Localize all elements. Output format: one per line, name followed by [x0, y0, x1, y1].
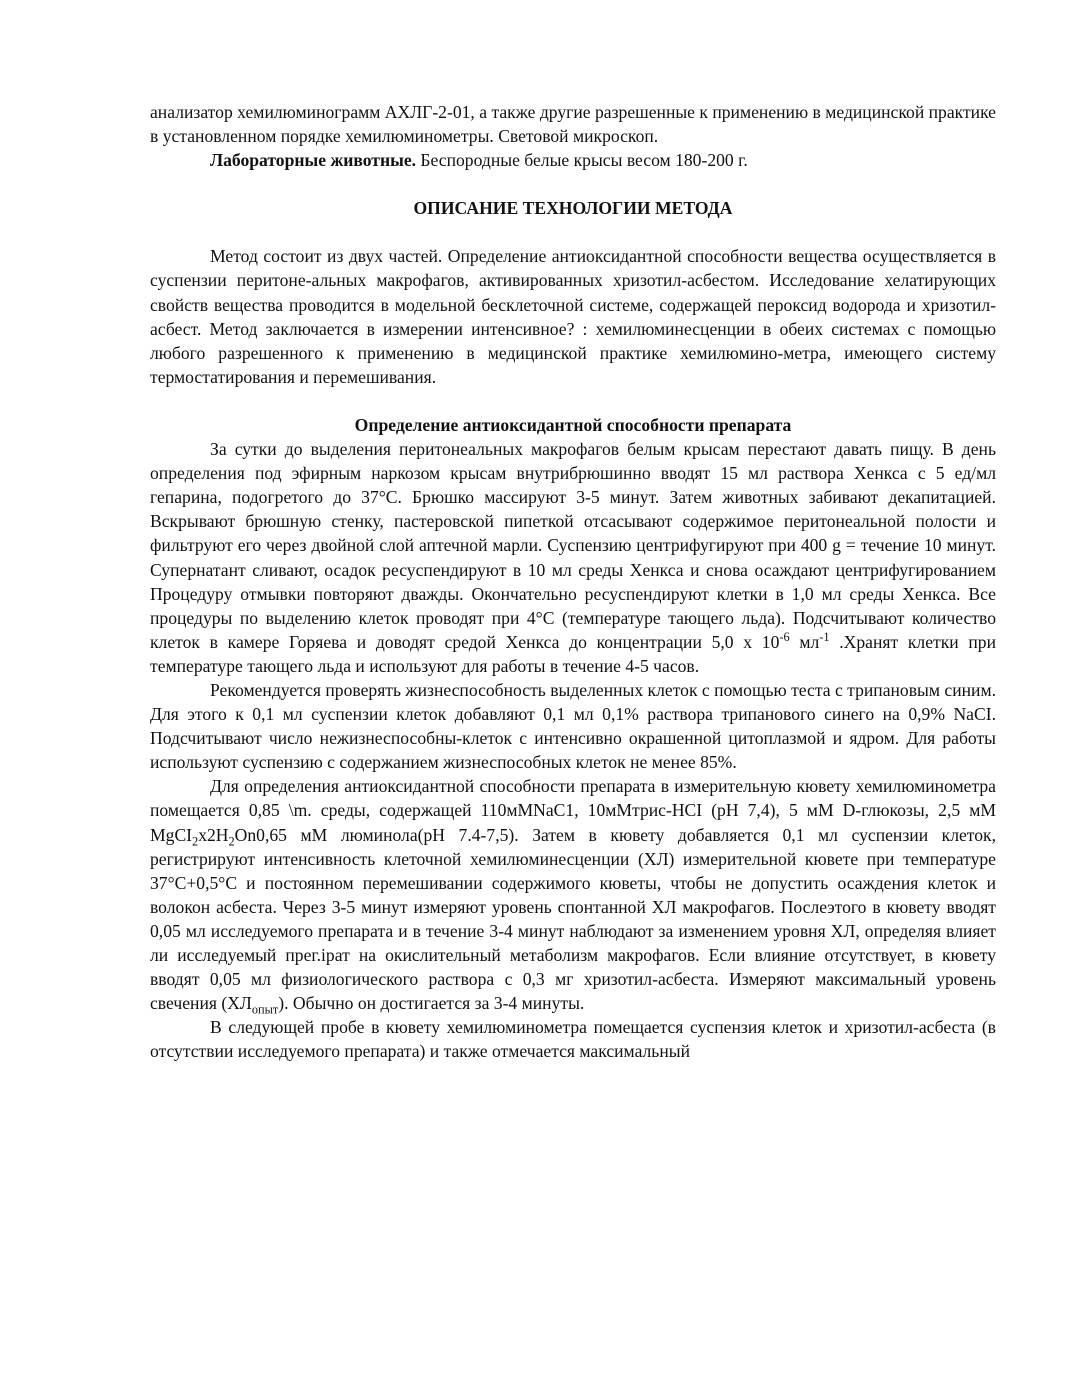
paragraph-antioxidant-measurement: [150, 774, 996, 1015]
measurement-text-d: ). Обычно он достигается за 3-4 минуты.: [278, 993, 585, 1014]
animals-text: Беспородные белые крысы весом 180-200 г.: [416, 150, 748, 171]
paragraph-equipment: анализатор хемилюминограмм АХЛГ-2-01, а также другие разрешенные к применению в медицинской практике в установленном порядке хемилюминометры. Световой микроскоп.: [150, 102, 996, 147]
paragraph-macrophage-isolation: [150, 437, 996, 678]
section-heading: ОПИСАНИЕ ТЕХНОЛОГИИ МЕТОДА: [413, 198, 733, 219]
measurement-text-c: On0,65 мМ люминола(рН 7.4-7,5). Затем в кювету добавляется 0,1 мл суспензии клеток, регистрируют интенсивность клеточной хемилюминесценции (ХЛ) измерительной кювете при температуре 37°С+0,5°С и постоянном перемешивании содержимого кюветы, чтобы не допустить осаждения клеток и волокон асбеста. Через 3-5 минут измеряют уровень спонтанной ХЛ макрофагов. Послеэтого в кювету вводят 0,05 мл исследуемого препарата и в течение 3-4 минут наблюдают за изменением уровня ХЛ, определяя влияет ли исследуемый прег.iрат на окислительный метаболизм макрофагов. Если влияние отсутствует, в кювету вводят 0,05 мл физиологического раствора с 0,3 мг хризотил-асбеста. Измеряют максимальный уровень свечения (ХЛ: [150, 824, 996, 1014]
concentration-exponent: -6: [779, 629, 790, 644]
unit-exponent: -1: [819, 629, 830, 644]
isolation-text-a: За сутки до выделения перитонеальных макрофагов белым крысам перестают давать пищу. В день определения под эфирным наркозом крысам внутрибрюшинно вводят 15 мл раствора Хенкса с 5 ед/мл гепарина, подогретого до 37°С. Брюшко массируют 3-5 минут. Затем животных забивают декапитацией. Вскрывают брюшную стенку, пастеровской пипеткой отсасывают содержимое перитонеальной полости и фильтруют его через двойной слой аптечной марли. Суспензию центрифугируют при 400 g = течение 10 минут. Супернатант сливают, осадок ресуспендируют в 10 мл среды Хенкса и снова осаждают центрифугированием Процедуру отмывки повторяют дважды. Окончательно ресуспендируют клетки в 1,0 мл среды Хенкса. Все процедуры по выделению клеток проводят при 4°С (температуре тающего льда). Подсчитывают количество клеток в камере Горяева и доводят средой Хенкса до концентрации 5,0 х 10: [150, 439, 996, 652]
isolation-text-c: .Хранят клетки при температуре тающего льда и используют для работы в течение 4-5 часов.: [150, 631, 996, 676]
animals-label: Лабораторные животные.: [210, 150, 417, 171]
paragraph-viability-test: Рекомендуется проверять жизнеспособность выделенных клеток с помощью теста с трипановым синим. Для этого к 0,1 мл суспензии клеток добавляют 0,1 мл 0,1% раствора трипанового синего на 0,9% NaCI. Подсчитывают число нежизнеспособны-клеток с интенсивно окрашенной цитоплазмой и ядром. Для работы используют суспензию с содержанием жизнеспособных клеток не менее 85%.: [150, 679, 996, 773]
paragraph-method-overview: Метод состоит из двух частей. Определение антиоксидантной способности вещества осуществляется в суспензии перитоне-альных макрофагов, активированных хризотил-асбестом. Исследование хелатирующих свойств вещества проводится в модельной бесклеточной системе, содержащей пероксид водорода и хризотил-асбест. Метод заключается в измерении интенсивное? : хемилюминесценции в обеих системах с помощью любого разрешенного к применению в медицинской практике хемилюмино-метра, имеющего систему термостатирования и перемешивания.: [150, 246, 996, 387]
paragraph-control-sample: В следующей пробе в кювету хемилюминометра помещается суспензия клеток и хризотил-асбеста (в отсутствии исследуемого препарата) и также отмечается максимальный: [150, 1017, 996, 1062]
isolation-text-b: мл: [789, 631, 820, 652]
measurement-text-a: Для определения антиоксидантной способности препарата в измерительную кювету хемилюминометра помещается 0,85 \m. среды, содержащей 110мМNaС1, 10мМтрис-НСI (рН 7,4), 5 мМ D-глюкозы, 2,5 мМ MgCI: [150, 776, 996, 845]
document-page: [150, 100, 996, 1063]
measurement-text-b: x2H: [198, 824, 229, 845]
water-subscript: 2: [228, 834, 235, 849]
paragraph-animals: [150, 148, 996, 172]
experiment-subscript: опыт: [251, 1002, 279, 1017]
subsection-heading: Определение антиоксидантной способности препарата: [354, 414, 792, 435]
mgcl-subscript: 2: [192, 834, 199, 849]
